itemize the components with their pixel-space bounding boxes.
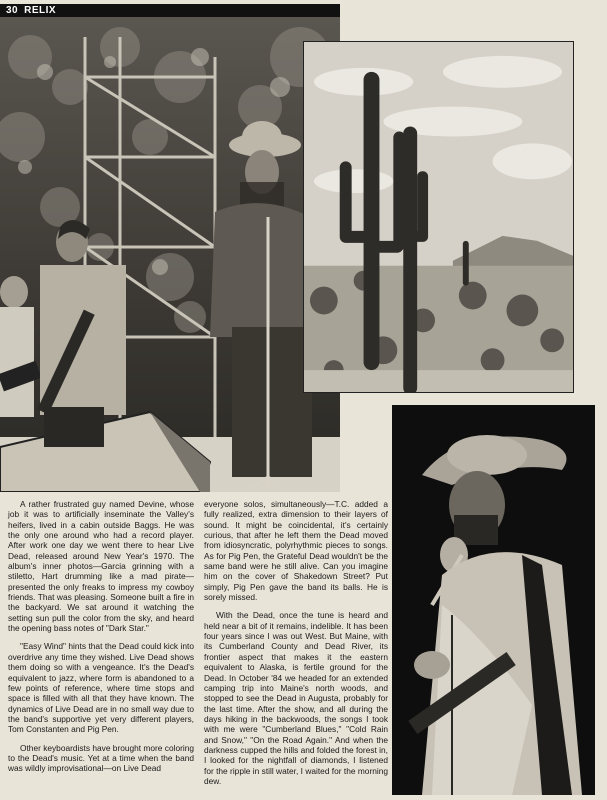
paragraph: Other keyboardists have brought more coloring to the Dead's music. Yet at a time when the band was wildly improvisational—on Live Dead (8, 742, 194, 774)
paragraph: A rather frustrated guy named Devine, whose job it was to artificially inseminate the Valley's heifers, lived in a cabin outside Baggs. He was the only one around who had a record player. After work one day we went there to hear Live Dead, released around New Year's 1970. The album's inner photos—Garcia grinning with a stiletto, Hart drumming like a mad pirate—presented the only freaks to impress my cowboy friends. That was pleasing. Someone built a fire in the backyard. We sat around it watching the setting sun pull the color from the sky, and heard the opening bass notes of "Dark Star." (8, 499, 194, 634)
paragraph: "Easy Wind" hints that the Dead could kick into overdrive any time they wished. Live Dead shows them doing so with a vengeance. It's the Dead's equivalent to jazz, where form is abandoned to a few points of reference, where time stops and space is filled with all that they have known. The dynamics of Live Dead are in no small way due to the band's supportive yet very different players, Tom Constanten and Pig Pen. (8, 641, 194, 735)
singer-photo (392, 405, 595, 795)
article-column-1 (8, 499, 194, 782)
article-column-2 (204, 499, 388, 794)
page-header (0, 4, 340, 17)
paragraph: With the Dead, once the tune is heard and held near a bit of it remains, indelible. It has been four years since I was out West. But Maine, with its Cumberland County and Dead River, its frontier aspect that makes it the eastern equivalent to Alaska, is fertile ground for the Dead. In October '84 we headed for an extended camping trip into Maine's north woods, and stopped to see the Dead in Augusta, probably for the last time. After the show, and all during the days hiking in the backwoods, the songs I took with me were "Cumberland Blues," "Cold Rain and Snow," "On the Road Again." And when the darkness cupped the hills and folded the forest in, I looked for the nightfall of diamonds, I listened for the ripple in still water, I waited for the morning dew. (204, 610, 388, 786)
page-number: 30 (6, 5, 19, 16)
cactus-photo (303, 41, 574, 393)
concert-photo (0, 17, 340, 492)
paragraph: everyone solos, simultaneously—T.C. added a fully realized, extra dimension to their layers of sound. It might be coincidental, it's certainly curious, that after he left them the Dead moved from idiosyncratic, polyrhythmic pieces to songs. As for Pig Pen, the Grateful Dead wouldn't be the same band were he still alive. Can you imagine him on the cover of Shakedown Street? Put simply, Pig Pen gave the band its balls. He is sorely missed. (204, 499, 388, 603)
magazine-name: RELIX (24, 5, 57, 16)
